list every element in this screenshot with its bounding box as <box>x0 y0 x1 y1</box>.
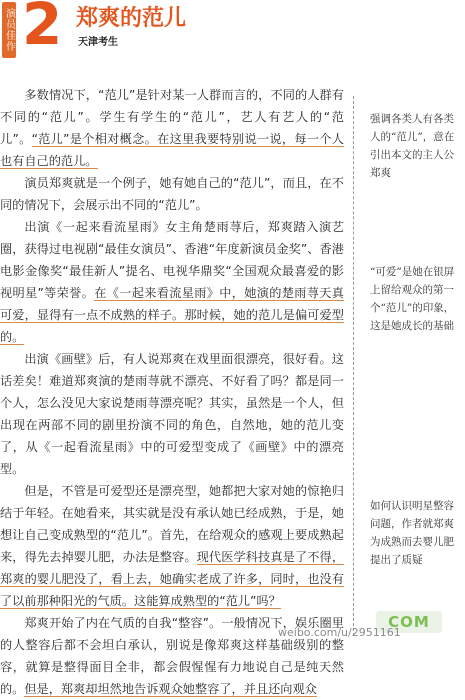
article-number: 2 <box>22 0 63 58</box>
body-text: 郑爽开始了内在气质的自我“整容”。一般情况下，娱乐圈里的人整容后都不会坦白承认，别说是像郑爽这样基础级别的整容，就算是整得面目全非，都会假惺惺有力地说自己是纯天然的。 <box>0 616 344 696</box>
highlighted-text: 现代医学科技真是了不得，郑爽的婴儿肥没了，看上去，她确实老成了许多，同时，也没有了以前那种阳光的气质。这能算成熟型的“范儿”吗？ <box>0 550 345 608</box>
body-text: 出演《画壁》后，有人说郑爽在戏里面很漂亮，很好看。这话差矣！难道郑爽演的楚雨荨就不漂亮、不好看了吗？都是同一个人，怎么没见大家说楚雨荨漂亮呢？其实，虽然是一个人，但出现在两部不同的剧里扮演不同的角色，自然地，她的范儿变了，从《一起看流星雨》中的可爱型变成了《画壁》中的漂亮型。 <box>0 352 344 476</box>
section-tag <box>2 2 16 58</box>
body-text: 演员郑爽就是一个例子，她有她自己的“范儿”，而且，在不同的情况下，会展示出不同的“范儿”。 <box>0 176 344 212</box>
margin-note-2: “可爱”是她在银屏上留给观众的第一个“范儿”的印象，这是她成长的基础 <box>370 266 455 332</box>
highlighted-text: “范儿”是个相对概念。在这里我要特别说一说，每一个人也有自己的范儿。 <box>0 132 344 168</box>
highlighted-text: 在《一起来看流星雨》中，她演的楚雨荨天真可爱，显得有一点不成熟的样子。那时候，她的范儿是偏可爱型的。 <box>0 286 344 344</box>
margin-divider <box>353 96 354 636</box>
body-paragraph <box>0 480 344 612</box>
body-paragraph <box>0 216 344 348</box>
article-author: 天津考生 <box>78 37 118 48</box>
margin-note-1: 强调各类人有各类人的“范儿”，意在引出本文的主人公郑爽 <box>370 113 455 179</box>
article-title: 郑爽的范儿 <box>76 6 187 31</box>
site-logo: COM <box>376 611 442 633</box>
body-paragraph <box>0 348 344 480</box>
body-text: 但是，不管是可爱型还是漂亮型，她都把大家对她的惊艳归结于年轻。在她看来，其实就是没有承认她已经成熟，于是，她想让自己变成熟型的“范儿”。首先，在给观众的感观上要成熟起来，得先去掉婴儿肥，办法是整容。 <box>0 484 344 564</box>
section-tag-label: 演员佳作 <box>3 8 15 52</box>
body-paragraph <box>0 84 344 172</box>
body-text: 多数情况下，“范儿”是针对某一人群而言的，不同的人群有不同的“范儿”。学生有学生的“范儿”，艺人有艺人的“范儿”。 <box>0 88 344 146</box>
article-header <box>0 0 465 66</box>
highlighted-text: 但是，郑爽却坦然地告诉观众她整容了，并且还向观众 <box>24 682 317 696</box>
article-body <box>0 84 344 700</box>
body-text: 出演《一起来看流星雨》女主角楚雨荨后，郑爽踏入演艺圈，获得过电视剧“最佳女演员”、香港“年度新演员金奖”、香港电影金像奖“最佳新人”提名、电视华鼎奖“全国观众最喜爱的影视明星”等荣誉。 <box>0 220 344 300</box>
margin-note-3: 如何认识明星整容问题，作者就郑爽为成熟而去婴儿肥提出了质疑 <box>370 500 454 566</box>
weibo-watermark: weibo.com/u/2951161 <box>278 626 401 639</box>
body-paragraph <box>0 172 344 216</box>
